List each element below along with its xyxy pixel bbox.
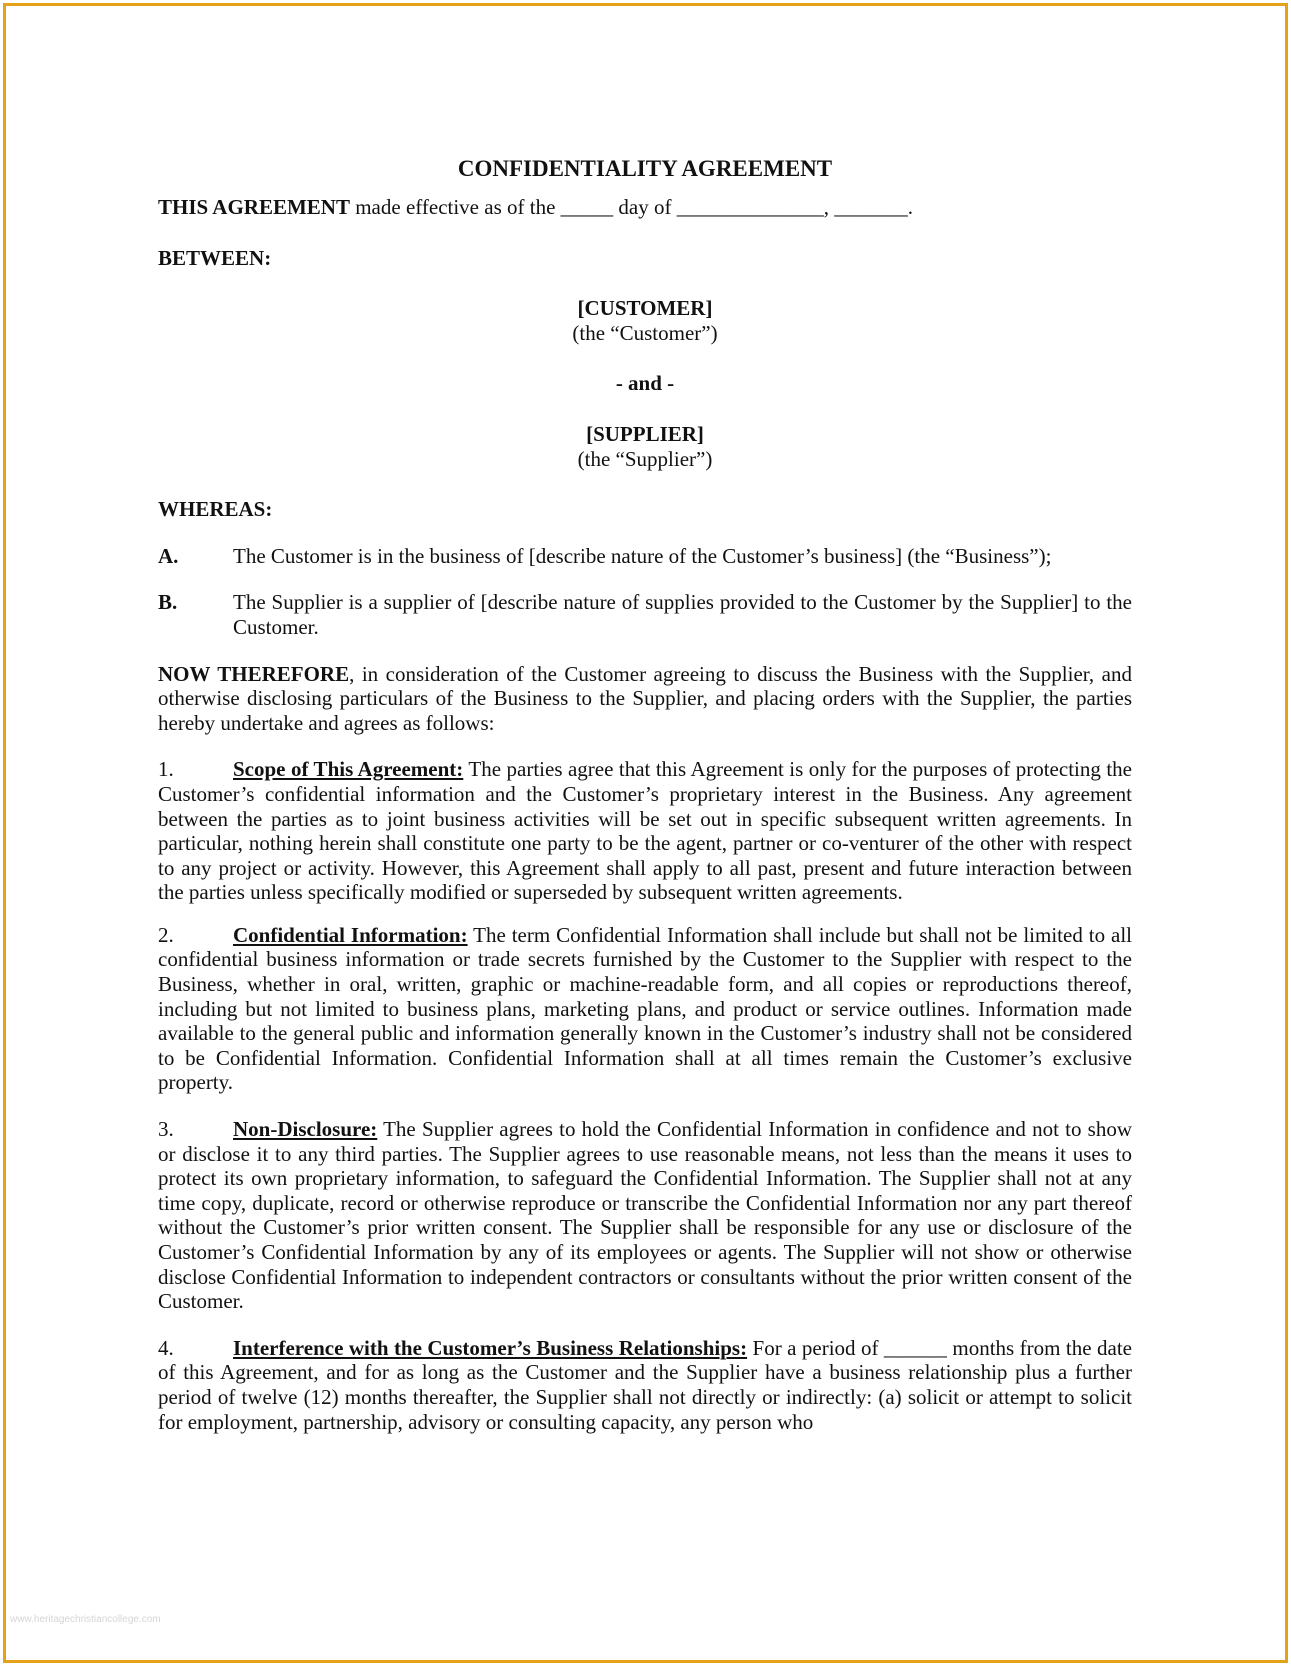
section-heading: Scope of This Agreement: [233,757,464,782]
section-2 [158,923,1132,1095]
section-number: 1. [158,757,174,782]
section-text: The parties agree that this Agreement is only for the purposes of protecting the Customer’s confidential information and the Customer’s proprietary interest in the Business. Any agreement between the parties as to joint business activities will be set out in specific subsequent written agreements. In particular, nothing herein shall constitute one party to be the agent, partner or co-venturer of the other with respect to any project or activity. However, this Agreement shall apply to all past, present and future interaction between the parties unless specifically modified or superseded by subsequent written agreements. [158,757,1132,905]
recital-label: B. [158,590,178,615]
watermark-text: www.heritagechristiancollege.com [10,1614,161,1625]
recital-b [158,590,1132,639]
between-label: BETWEEN: [158,245,272,270]
section-heading: Interference with the Customer’s Business Relationships: [233,1335,748,1360]
section-text: For a period of ______ months from the date of this Agreement, and for as long as the Customer and the Supplier have a business relationship plus a further period of twelve (12) months thereafter, the Supplier shall not directly or indirectly: (a) solicit or attempt to solicit for employment, partnership, advisory or consulting capacity, any person who [158,1335,1132,1434]
intro-line [158,195,1132,220]
section-text: The Supplier agrees to hold the Confidential Information in confidence and not to show or disclose it to any third parties. The Supplier agrees to use reasonable means, not less than the means it uses to protect its own proprietary information, to safeguard the Confidential Information. The Supplier shall not at any time copy, duplicate, record or otherwise reproduce or transcribe the Confidential Information nor any part thereof without the Customer’s prior written consent. The Supplier shall be responsible for any use or disclosure of the Customer’s Confidential Information by any of its employees or agents. The Supplier will not show or otherwise disclose Confidential Information to independent contractors or consultants without the prior written consent of the Customer. [158,1117,1132,1314]
customer-alias: (the “Customer”) [572,320,718,345]
recital-text: The Supplier is a supplier of [describe nature of supplies provided to the Customer by the Supplier] to the Customer. [233,590,1132,639]
section-number: 3. [158,1117,174,1142]
section-3 [158,1117,1132,1314]
section-text: The term Confidential Information shall include but shall not be limited to all confidential business information or trade secrets furnished by the Customer to the Supplier with respect to the Business, whether in oral, written, graphic or machine-readable form, and all copies or reproductions thereof, including but not limited to business plans, marketing plans, and product or service outlines. Information made available to the general public and information generally known in the Customer’s industry shall not be considered to be Confidential Information. Confidential Information shall at all times remain the Customer’s exclusive property. [158,922,1132,1095]
supplier-name: [SUPPLIER] [586,421,704,446]
section-4 [158,1336,1132,1434]
now-therefore-bold: NOW THEREFORE [158,661,350,686]
agreement-page [158,155,1132,1434]
section-heading: Non-Disclosure: [233,1117,378,1142]
now-therefore-text: , in consideration of the Customer agreeing to discuss the Business with the Supplier, and otherwise disclosing particulars of the Business to the Supplier, and placing orders with the Supplier, the parties hereby undertake and agrees as follows: [158,661,1132,735]
intro-bold: THIS AGREEMENT [158,195,350,219]
section-number: 4. [158,1335,174,1360]
document-title: CONFIDENTIALITY AGREEMENT [457,156,833,181]
intro-text: made effective as of the _____ day of ______________, _______. [349,195,913,219]
section-heading: Confidential Information: [233,922,468,947]
supplier-alias: (the “Supplier”) [577,446,713,471]
customer-name: [CUSTOMER] [577,296,713,321]
recital-a [158,544,1132,569]
recital-label: A. [158,543,179,568]
and-separator: - and - [615,371,675,396]
recital-text: The Customer is in the business of [describe nature of the Customer’s business] (the “Business”); [233,543,1052,568]
now-therefore-paragraph [158,662,1132,736]
section-1 [158,757,1132,905]
section-number: 2. [158,922,174,947]
whereas-label: WHEREAS: [158,497,273,522]
